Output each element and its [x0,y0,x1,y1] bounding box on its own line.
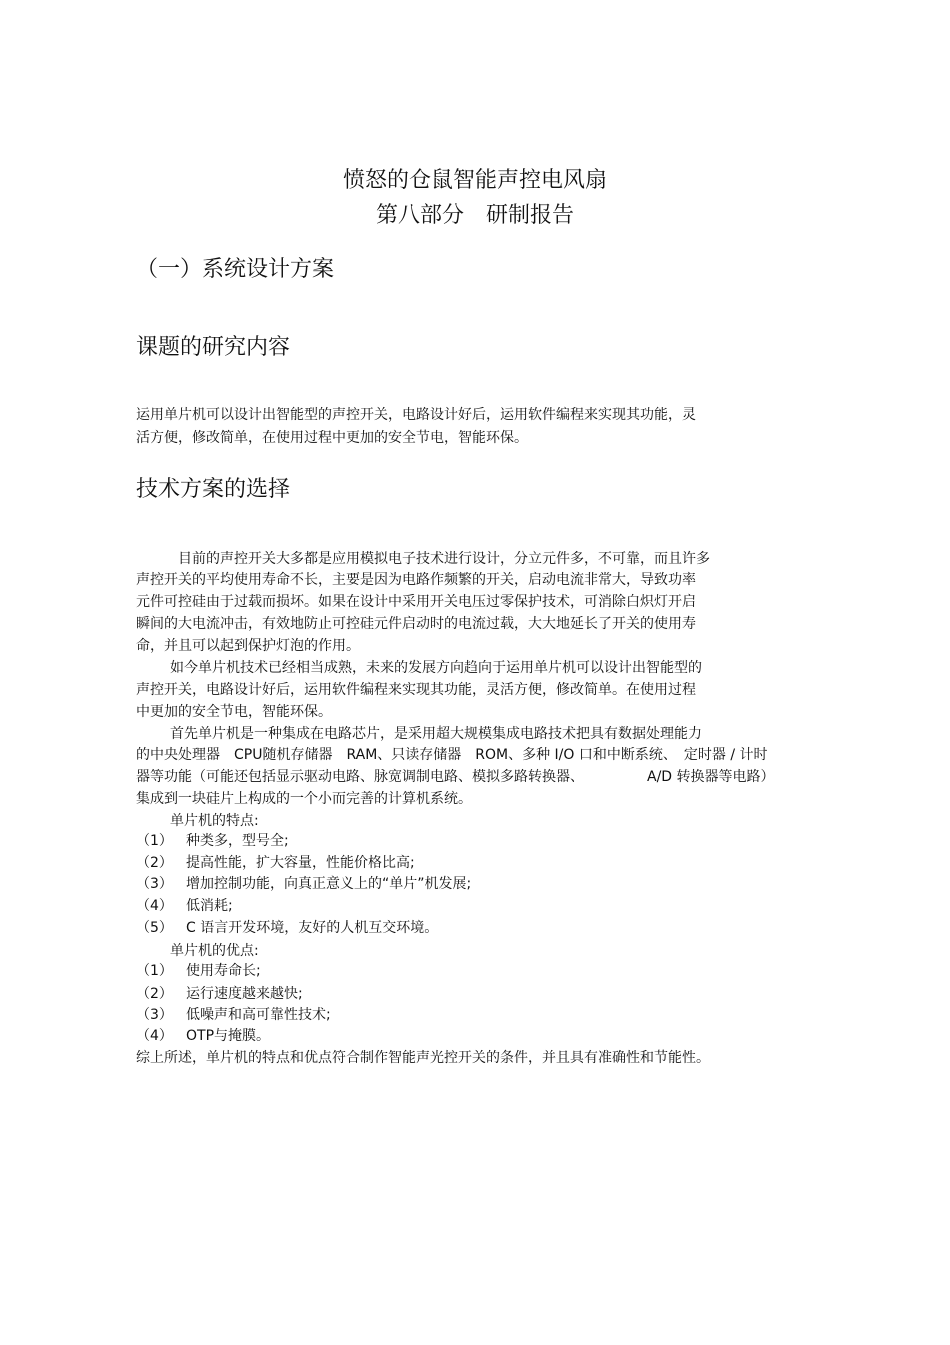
paragraph-line: 器等功能（可能还包括显示驱动电路、脉宽调制电路、模拟多路转换器、 A/D 转换器等电路） [136,769,775,785]
paragraph-line: 运用单片机可以设计出智能型的声控开关，电路设计好后，运用软件编程来实现其功能，灵 [136,407,696,423]
section-heading: （一）系统设计方案 [136,257,335,282]
heading-tech: 技术方案的选择 [136,477,291,502]
list-text: 低噪声和高可靠性技术; [186,1007,331,1023]
list-number: （4） [136,1028,173,1044]
features-title: 单片机的特点: [170,813,259,829]
list-text: 使用寿命长; [186,963,261,979]
list-item [136,917,438,937]
doc-title: 愤怒的仓鼠智能声控电风扇 [342,168,607,193]
list-text: 种类多，型号全; [186,833,289,849]
paragraph-line: 命，并且可以起到保护灯泡的作用。 [136,638,360,654]
list-number: （4） [136,898,173,914]
paragraph-line: 声控开关的平均使用寿命不长，主要是因为电路作频繁的开关，启动电流非常大，导致功率 [136,572,696,588]
paragraph-line: 中更加的安全节电，智能环保。 [136,704,332,720]
list-item [136,983,303,1003]
list-text: C 语言开发环境，友好的人机互交环境。 [186,920,439,936]
paragraph-line: 如今单片机技术已经相当成熟，未来的发展方向趋向于运用单片机可以设计出智能型的 [170,660,702,676]
list-number: （2） [136,855,173,871]
list-text: 提高性能，扩大容量，性能价格比高; [186,855,415,871]
conclusion: 综上所述，单片机的特点和优点符合制作智能声光控开关的条件，并且具有准确性和节能性。 [136,1050,710,1066]
heading-research: 课题的研究内容 [136,335,291,360]
list-number: （1） [136,963,173,979]
paragraph-line: 集成到一块硅片上构成的一个小而完善的计算机系统。 [136,791,472,807]
list-item [136,830,289,850]
list-item [136,960,261,980]
paragraph-line: 瞬间的大电流冲击，有效地防止可控硅元件启动时的电流过载，大大地延长了开关的使用寿 [136,616,696,632]
list-item [136,1004,331,1024]
list-item [136,1025,270,1045]
advantages-title: 单片机的优点: [170,943,259,959]
list-text: 增加控制功能，向真正意义上的“单片”机发展; [186,876,472,892]
list-item [136,895,233,915]
list-number: （3） [136,876,173,892]
list-item [136,873,471,893]
paragraph-line: 目前的声控开关大多都是应用模拟电子技术进行设计，分立元件多，不可靠，而且许多 [178,551,710,567]
doc-subtitle: 第八部分 研制报告 [375,203,574,228]
list-number: （1） [136,833,173,849]
paragraph-line: 声控开关，电路设计好后，运用软件编程来实现其功能，灵活方便，修改简单。在使用过程 [136,682,696,698]
list-number: （3） [136,1007,173,1023]
paragraph-line: 首先单片机是一种集成在电路芯片，是采用超大规模集成电路技术把具有数据处理能力 [170,726,702,742]
paragraph-line: 元件可控硅由于过载而损坏。如果在设计中采用开关电压过零保护技术，可消除白炽灯开启 [136,594,696,610]
list-text: 低消耗; [186,898,233,914]
list-text: OTP与掩膜。 [186,1028,271,1044]
list-number: （5） [136,920,173,936]
paragraph-line: 的中央处理器 CPU随机存储器 RAM、只读存储器 ROM、多种 I/O 口和中断系统、 定时器 / 计时 [136,747,768,763]
paragraph-line: 活方便，修改简单，在使用过程中更加的安全节电，智能环保。 [136,430,528,446]
list-item [136,852,415,872]
list-text: 运行速度越来越快; [186,986,303,1002]
list-number: （2） [136,986,173,1002]
